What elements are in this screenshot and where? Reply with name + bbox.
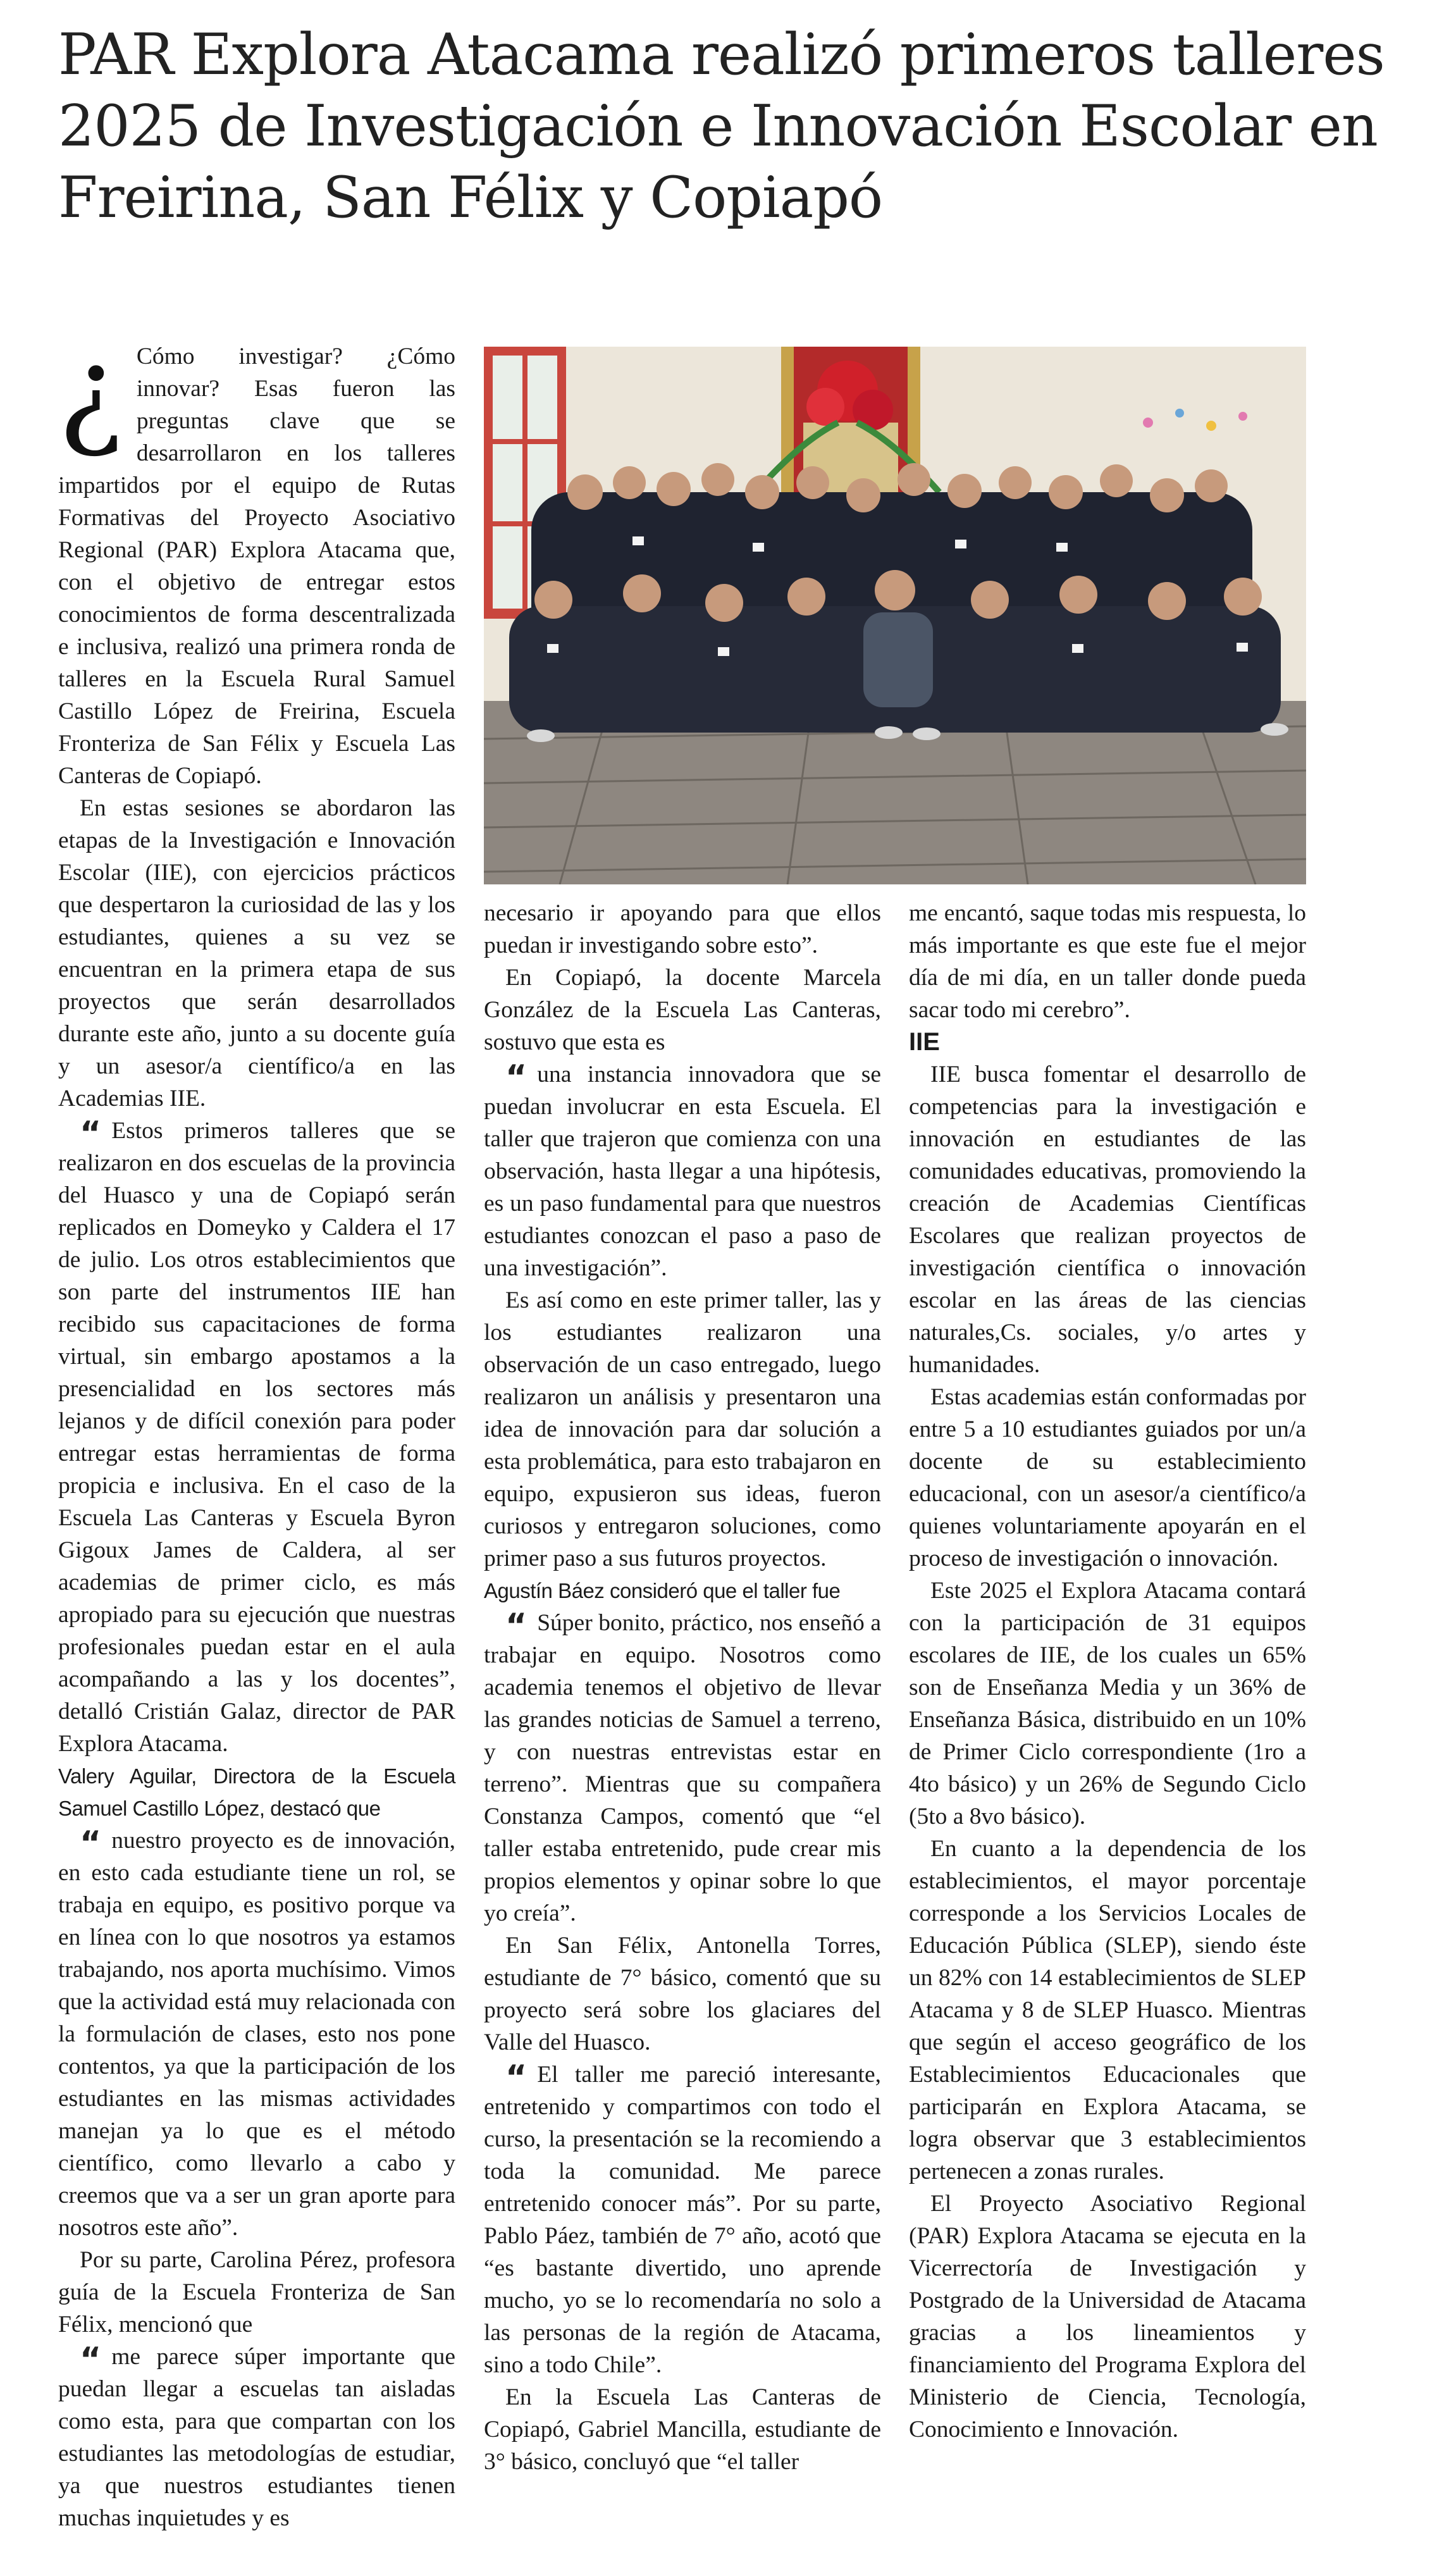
column-1 [58,321,455,2534]
quote-text: Estos primeros talleres que se realizaron en dos escuelas de la provincia del Huasco y una de Copiapó serán replicados en Domeyko y Caldera el 17 de julio. Los otros establecimientos que son parte del instrumentos IIE han recibido sus capacitaciones de forma virtual, sin embargo apostamos a la presencialidad en los sectores más lejanos y de difícil conexión para poder entregar estas herramientas de forma propicia e inclusiva. En el caso de la Escuela Las Canteras y Escuela Byron Gigoux James de Caldera, al ser academias de primer ciclo, es más apropiado para su ejecución que nuestras profesionales puedan estar en el aula acompañando a las y los docentes”, detalló Cristián Galaz, director de PAR Explora Atacama. [58,1118,455,1757]
quote-mark-icon: “ [505,2059,527,2096]
group-photo [484,347,1306,884]
quote-mark-icon: “ [505,1607,527,1645]
paragraph: En Copiapó, la docente Marcela González de la Escuela Las Canteras, sostuvo que esta es [484,965,881,1055]
quote-mark-icon: “ [80,1824,102,1862]
quote-paragraph [484,2059,881,2381]
lead-text: Cómo investigar? ¿Cómo innovar? Esas fueron las preguntas clave que se desarrollaron en los talleres impartidos por el equipo de Rutas Formativas del Proyecto Asociativo Regional (PAR) Explora Atacama que, con el objetivo de entregar estos conocimientos de forma descentralizada e inclusiva, realizó una primera ronda de talleres en la Escuela Rural Samuel Castillo López de Freirina, Escuela Fronteriza de San Félix y Escuela Las Canteras de Copiapó. [58,344,455,789]
quote-text: me parece súper importante que puedan llegar a escuelas tan aisladas como esta, para que compartan con los estudiantes las metodologías de estudiar, ya que nuestros estudiantes tienen muchas inquietudes y es [58,2344,455,2531]
quote-intro: Agustín Báez consideró que el taller fue [484,1579,841,1602]
paragraph: En estas sesiones se abordaron las etapas de la Investigación e Innovación Escolar (IIE), con ejercicios prácticos que despertaron la curiosidad de las y los estudiantes, quienes a su vez se encuentran en la primera etapa de sus proyectos que serán desarrollados durante este año, junto a su docente guía y un asesor/a científico/a en las Academias IIE. [58,795,455,1112]
paragraph: Este 2025 el Explora Atacama contará con la participación de 31 equipos escolares de IIE, de los cuales un 65% son de Enseñanza Media y un 36% de Enseñanza Básica, distribuido en un 10% de Primer Ciclo correspondiente (1ro a 4to básico) y un 26% de Segundo Ciclo (5to a 8vo básico). [909,1578,1306,1830]
section-subhead: IIE [909,1028,940,1056]
paragraph: Estas academias están conformadas por entre 5 a 10 estudiantes guiados por un/a docente de su establecimiento educacional, con un asesor/a científico/a quienes voluntariamente apoyarán en el proceso de investigación o innovación. [909,1384,1306,1571]
column-3 [909,897,1306,2446]
paragraph: En la Escuela Las Canteras de Copiapó, Gabriel Mancilla, estudiante de 3° básico, concluyó que “el taller [484,2384,881,2475]
quote-mark-icon: “ [80,2341,102,2379]
quote-paragraph [484,1607,881,1929]
quote-paragraph [484,1058,881,1284]
quote-mark-icon: “ [80,1115,102,1153]
paragraph: IIE busca fomentar el desarrollo de competencias para la investigación e innovación en estudiantes de las comunidades educativas, promoviendo la creación de Academias Científicas Escolares que realizan proyectos de investigación científica o innovación escolar en las áreas de las ciencias naturales,Cs. sociales, y/o artes y humanidades. [909,1062,1306,1378]
paragraph: Por su parte, Carolina Pérez, profesora guía de la Escuela Fronteriza de San Félix, mencionó que [58,2247,455,2338]
quote-mark-icon: “ [505,1058,527,1096]
paragraph: necesario ir apoyando para que ellos puedan ir investigando sobre esto”. [484,900,881,958]
paragraph: El Proyecto Asociativo Regional (PAR) Explora Atacama se ejecuta en la Vicerrectoría de Investigación y Postgrado de la Universidad de Atacama gracias a los lineamientos y financiamiento del Programa Explora del Ministerio de Ciencia, Tecnología, Conocimiento e Innovación. [909,2191,1306,2443]
paragraph: En cuanto a la dependencia de los establecimientos, el mayor porcentaje corresponde a los Servicios Locales de Educación Pública (SLEP), siendo éste un 82% con 14 establecimientos de SLEP Atacama y 8 de SLEP Huasco. Mientras que según el acceso geográfico de los Establecimientos Educacionales que participarán en Explora Atacama, se logra observar que 3 establecimientos pertenecen a zonas rurales. [909,1836,1306,2184]
article-headline: PAR Explora Atacama realizó primeros talleres 2025 de Investigación e Innovación Escolar en Freirina, San Félix y Copiapó [58,22,1385,231]
paragraph: me encantó, saque todas mis respuesta, lo más importante es que este fue el mejor día de mi día, en un taller donde pueda sacar todo mi cerebro”. [909,900,1306,1023]
quote-paragraph [58,2341,455,2534]
quote-text: El taller me pareció interesante, entretenido y compartimos con todo el curso, la presentación se la recomiendo a toda la comunidad. Me parece entretenido conocer más”. Por su parte, Pablo Páez, también de 7° año, acotó que “es bastante divertido, uno aprende mucho, yo se lo recomendaría no solo a las personas de la región de Atacama, sino a todo Chile”. [484,2062,881,2378]
paragraph: Es así como en este primer taller, las y los estudiantes realizaron una observación de un caso entregado, luego realizaron un análisis y presentaron una idea de innovación para dar solución a esta problemática, para esto trabajaron en equipo, expusieron sus ideas, fueron curiosos y entregaron soluciones, como primer paso a sus futuros proyectos. [484,1287,881,1571]
group-photo-students-icon [484,347,1306,884]
quote-intro: Valery Aguilar, Directora de la Escuela Samuel Castillo López, destacó que [58,1764,455,1820]
lead-paragraph [58,321,455,792]
quote-paragraph [58,1115,455,1760]
dropcap: ¿ [58,321,123,461]
column-2 [484,897,881,2478]
quote-paragraph [58,1824,455,2244]
paragraph: En San Félix, Antonella Torres, estudiante de 7° básico, comentó que su proyecto será sobre los glaciares del Valle del Huasco. [484,1933,881,2055]
quote-text: Súper bonito, práctico, nos enseñó a trabajar en equipo. Nosotros como academia tenemos el objetivo de llevar las grandes noticias de Samuel a terreno, y con nuestras entrevistas estar en terreno”. Mientras que su compañera Constanza Campos, comentó que “el taller estaba entretenido, pude crear mis propios elementos y opinar sobre lo que yo creía”. [484,1610,881,1926]
quote-text: nuestro proyecto es de innovación, en esto cada estudiante tiene un rol, se trabaja en equipo, es positivo porque va en línea con lo que nosotros ya estamos trabajando, nos aporta muchísimo. Vimos que la actividad está muy relacionada con la formulación de clases, esto nos pone contentos, ya que la participación de los estudiantes en las mismas actividades manejan ya lo que es el método científico, como llevarlo a cabo y creemos que va a ser un gran aporte para nosotros este año”. [58,1828,455,2241]
quote-text: una instancia innovadora que se puedan involucrar en esta Escuela. El taller que trajeron que comienza con una observación, hasta llegar a una hipótesis, es un paso fundamental para que nuestros estudiantes conozcan el paso a paso de una investigación”. [484,1062,881,1281]
